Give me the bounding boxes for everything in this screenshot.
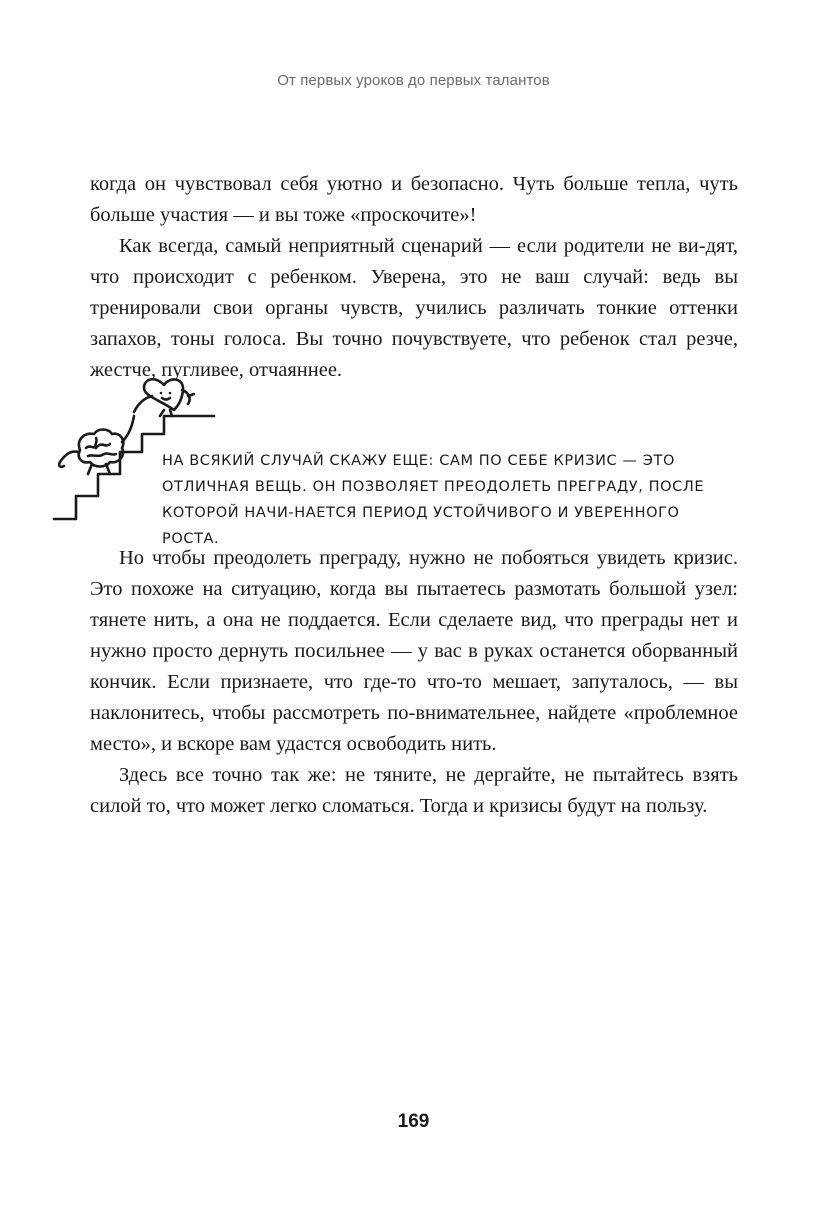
brain-figure	[59, 416, 134, 474]
paragraph: Здесь все точно так же: не тяните, не дергайте, не пытайтесь взять силой то, что может легко сломаться. Тогда и кризисы будут на пользу.	[90, 764, 738, 817]
paragraph: Как всегда, самый неприятный сценарий — если родители не ви-дят, что происходит с ребенком. Уверена, это не ваш случай: ведь вы тренировали свои органы чувств, учились различать тонкие оттенки запахов, тоны голоса. Вы точно почувствуете, что ребенок стал резче, жестче, пугливее, отчаяннее.	[90, 235, 738, 381]
body-text-top	[90, 169, 738, 386]
running-head: От первых уроков до первых талантов	[277, 72, 550, 89]
body-text-bottom	[90, 543, 738, 822]
paragraph: Но чтобы преодолеть преграду, нужно не побояться увидеть кризис. Это похоже на ситуацию, когда вы пытаетесь размотать большой узел: тянете нить, а она не поддается. Если сделаете вид, что преграды нет и нужно просто дернуть посильнее — у вас в руках останется оборванный кончик. Если признаете, что где-то что-то мешает, запуталось, — вы наклонитесь, чтобы рассмотреть по-внимательнее, найдете «проблемное место», и вскоре вам удастся освободить нить.	[90, 547, 738, 755]
paragraph: когда он чувствовал себя уютно и безопасно. Чуть больше тепла, чуть больше участия — и вы тоже «проскочите»!	[90, 173, 738, 226]
callout-text: НА ВСЯКИЙ СЛУЧАЙ СКАЖУ ЕЩЕ: САМ ПО СЕБЕ КРИЗИС — ЭТО ОТЛИЧНАЯ ВЕЩЬ. ОН ПОЗВОЛЯЕТ ПРЕОДОЛЕТЬ ПРЕГРАДУ, ПОСЛЕ КОТОРОЙ НАЧИ-НАЕТСЯ ПЕРИОД УСТОЙЧИВОГО И УВЕРЕННОГО РОСТА.	[162, 453, 705, 547]
heart-figure	[134, 379, 194, 416]
page-number: 169	[397, 1111, 430, 1132]
